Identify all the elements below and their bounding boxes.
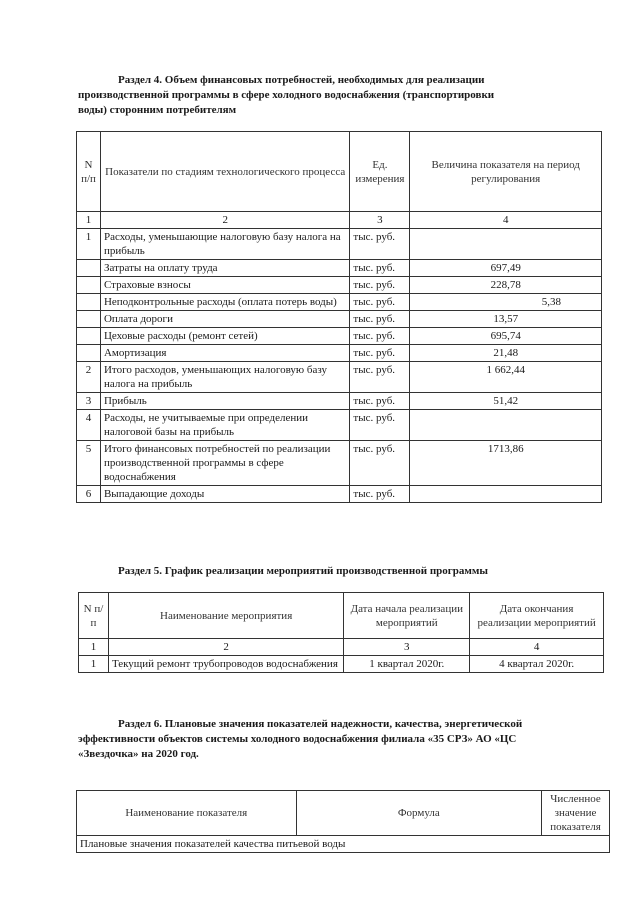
table-row <box>77 362 602 393</box>
schedule-table <box>78 592 604 673</box>
row-unit: тыс. руб. <box>350 260 410 277</box>
row-unit: тыс. руб. <box>350 311 410 328</box>
row-name: Итого финансовых потребностей по реализации производственной программы в сфере водоснабжения <box>100 441 349 486</box>
row-unit: тыс. руб. <box>350 294 410 311</box>
col-header-activity: Наименование мероприятия <box>108 593 343 639</box>
row-name: Амортизация <box>100 345 349 362</box>
section4-heading-line: Раздел 4. Объем финансовых потребностей, необходимых для реализации <box>118 74 485 86</box>
table-row <box>77 486 602 503</box>
row-num <box>77 311 101 328</box>
table-row <box>77 328 602 345</box>
table-row <box>77 311 602 328</box>
row-num: 2 <box>77 362 101 393</box>
row-num <box>77 345 101 362</box>
row-unit: тыс. руб. <box>350 328 410 345</box>
table-row <box>77 229 602 260</box>
row-num <box>77 328 101 345</box>
quality-indicators-table <box>76 790 610 853</box>
table-row <box>77 441 602 486</box>
col-header-indicator: Наименование показателя <box>77 791 297 836</box>
column-number-row <box>77 212 602 229</box>
table-header-row <box>77 132 602 212</box>
section6-heading <box>78 717 600 762</box>
col-number: 3 <box>344 639 470 656</box>
row-unit: тыс. руб. <box>350 277 410 294</box>
table-row <box>77 277 602 294</box>
row-value: 13,57 <box>410 311 602 328</box>
row-name: Неподконтрольные расходы (оплата потерь воды) <box>100 294 349 311</box>
row-unit: тыс. руб. <box>350 486 410 503</box>
row-name: Итого расходов, уменьшающих налоговую базу налога на прибыль <box>100 362 349 393</box>
row-name: Страховые взносы <box>100 277 349 294</box>
row-num: 4 <box>77 410 101 441</box>
row-value: 697,49 <box>410 260 602 277</box>
row-value: 695,74 <box>410 328 602 345</box>
row-num: 1 <box>79 656 109 673</box>
row-num <box>77 277 101 294</box>
row-name: Расходы, уменьшающие налоговую базу налога на прибыль <box>100 229 349 260</box>
col-header-indicator: Показатели по стадиям технологического процесса <box>100 132 349 212</box>
col-header-unit: Ед. измерения <box>350 132 410 212</box>
table-row <box>77 410 602 441</box>
section6-heading-line: Раздел 6. Плановые значения показателей надежности, качества, энергетической <box>118 718 523 730</box>
row-num <box>77 294 101 311</box>
row-num: 1 <box>77 229 101 260</box>
col-header-value: Величина показателя на период регулирования <box>410 132 602 212</box>
row-unit: тыс. руб. <box>350 345 410 362</box>
row-name: Оплата дороги <box>100 311 349 328</box>
row-num: 5 <box>77 441 101 486</box>
col-number: 2 <box>100 212 349 229</box>
row-unit: тыс. руб. <box>350 229 410 260</box>
col-number: 1 <box>77 212 101 229</box>
table-header-row <box>79 593 604 639</box>
subheader-cell: Плановые значения показателей качества питьевой воды <box>77 836 610 853</box>
table-row <box>77 393 602 410</box>
col-number: 2 <box>108 639 343 656</box>
table-row <box>77 294 602 311</box>
col-number: 4 <box>410 212 602 229</box>
subheader-row <box>77 836 610 853</box>
row-value: 1713,86 <box>410 441 602 486</box>
section4-heading-line: воды) сторонним потребителям <box>78 104 237 116</box>
col-number: 1 <box>79 639 109 656</box>
row-value <box>410 486 602 503</box>
row-name: Цеховые расходы (ремонт сетей) <box>100 328 349 345</box>
row-name: Прибыль <box>100 393 349 410</box>
row-value: 51,42 <box>410 393 602 410</box>
row-unit: тыс. руб. <box>350 362 410 393</box>
row-name: Расходы, не учитываемые при определении налоговой базы на прибыль <box>100 410 349 441</box>
section5-heading: Раздел 5. График реализации мероприятий производственной программы <box>118 565 488 577</box>
section4-heading <box>78 73 600 118</box>
col-header-end: Дата окончания реализации мероприятий <box>470 593 604 639</box>
row-name: Затраты на оплату труда <box>100 260 349 277</box>
row-name: Текущий ремонт трубопроводов водоснабжения <box>108 656 343 673</box>
row-name: Выпадающие доходы <box>100 486 349 503</box>
row-num <box>77 260 101 277</box>
col-header-num: N п/п <box>79 593 109 639</box>
row-unit: тыс. руб. <box>350 393 410 410</box>
table-row <box>79 656 604 673</box>
row-value: 5,38 <box>410 294 602 311</box>
row-num: 3 <box>77 393 101 410</box>
section6-heading-line: эффективности объектов системы холодного водоснабжения филиала «35 СРЗ» АО «ЦС <box>78 733 517 745</box>
col-number: 3 <box>350 212 410 229</box>
col-number: 4 <box>470 639 604 656</box>
row-start: 1 квартал 2020г. <box>344 656 470 673</box>
row-end: 4 квартал 2020г. <box>470 656 604 673</box>
row-unit: тыс. руб. <box>350 441 410 486</box>
financial-needs-table <box>76 131 602 503</box>
col-header-num: N п/п <box>77 132 101 212</box>
row-num: 6 <box>77 486 101 503</box>
row-value: 228,78 <box>410 277 602 294</box>
column-number-row <box>79 639 604 656</box>
row-value <box>410 229 602 260</box>
row-value: 21,48 <box>410 345 602 362</box>
table-row <box>77 260 602 277</box>
table-header-row <box>77 791 610 836</box>
col-header-value: Численное значение показателя <box>542 791 610 836</box>
section4-heading-line: производственной программы в сфере холодного водоснабжения (транспортировки <box>78 89 495 101</box>
table-row <box>77 345 602 362</box>
col-header-formula: Формула <box>296 791 541 836</box>
col-header-start: Дата начала реализации мероприятий <box>344 593 470 639</box>
row-value: 1 662,44 <box>410 362 602 393</box>
row-unit: тыс. руб. <box>350 410 410 441</box>
section6-heading-line: «Звездочка» на 2020 год. <box>78 748 199 760</box>
row-value <box>410 410 602 441</box>
